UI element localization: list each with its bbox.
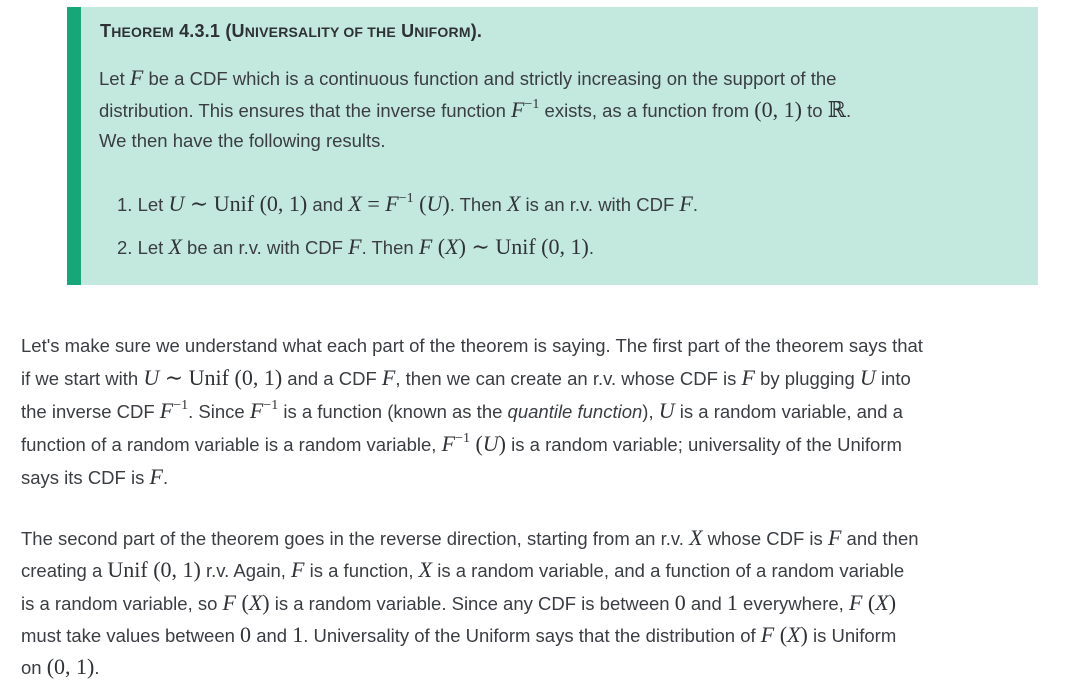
paragraph1-line-2: if we start with U ∼ Unif (0, 1) and a CDF F, then we can create an r.v. whose CDF is F by plugging U into bbox=[21, 365, 911, 390]
theorem-result-2: 2. Let X be an r.v. with CDF F. Then F (X) ∼ Unif (0, 1). bbox=[117, 234, 594, 259]
theorem-statement-line-1: Let F be a CDF which is a continuous function and strictly increasing on the support of the bbox=[99, 65, 837, 90]
paragraph2-line-4: must take values between 0 and 1. Universality of the Uniform says that the distribution of F (X) is Uniform bbox=[21, 622, 897, 647]
theorem-statement-line-3: We then have the following results. bbox=[99, 130, 386, 151]
paragraph1-line-5: says its CDF is F. bbox=[21, 464, 169, 489]
paragraph2-line-2: creating a Unif (0, 1) r.v. Again, F is a function, X is a random variable, and a function of a random variable bbox=[21, 557, 905, 582]
quantile-function-term: quantile function bbox=[507, 401, 643, 422]
theorem-title: THEOREM 4.3.1 (UNIVERSALITY OF THE UNIFORM). bbox=[100, 21, 483, 41]
theorem-box bbox=[67, 7, 1038, 285]
paragraph2-line-1: The second part of the theorem goes in the reverse direction, starting from an r.v. X whose CDF is F and then bbox=[21, 525, 919, 550]
paragraph2-line-3: is a random variable, so F (X) is a random variable. Since any CDF is between 0 and 1 everywhere, F (X) bbox=[21, 590, 897, 615]
paragraph2-line-5: on (0, 1). bbox=[21, 654, 100, 679]
theorem-statement-line-2: distribution. This ensures that the inverse function $F^{-1}$ exists, as a function from (0, 1) to ℝ. bbox=[99, 97, 852, 122]
theorem-accent-bar bbox=[67, 7, 81, 285]
paragraph1-line-1: Let's make sure we understand what each part of the theorem is saying. The first part of the theorem says that bbox=[21, 335, 923, 356]
paragraph1-line-3: the inverse CDF $F^{-1}$. Since $F^{-1}$ is a function (known as the quantile function), U is a random variable, and a bbox=[21, 398, 903, 423]
paragraph1-line-4: function of a random variable is a random variable, $F^{-1}$ (U) is a random variable; universality of the Uniform bbox=[21, 431, 902, 456]
theorem-result-1: 1. Let U ∼ Unif (0, 1) and $X = F^{-1}$ (U). Then X is an r.v. with CDF F. bbox=[117, 191, 698, 216]
